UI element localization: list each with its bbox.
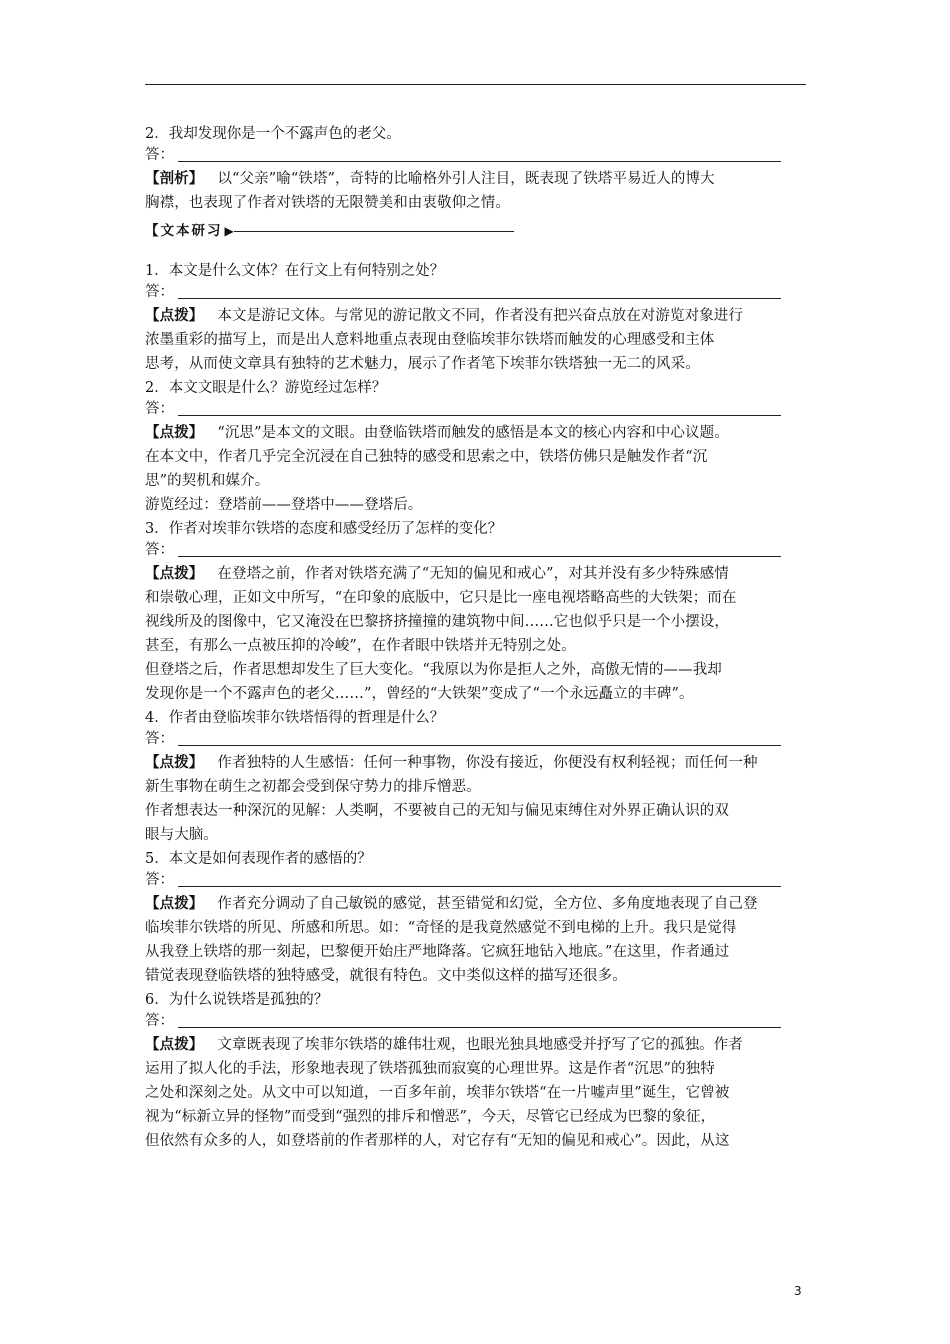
answer-blank-line bbox=[178, 745, 781, 746]
intro-question: 2．我却发现你是一个不露声色的老父。 bbox=[145, 126, 401, 142]
hint-line: 视线所及的图像中，它又淹没在巴黎挤挤撞撞的建筑物中间……它也似乎只是一个小摆设， bbox=[145, 614, 729, 630]
question-text: 2．本文文眼是什么？游览经过怎样？ bbox=[145, 380, 387, 396]
answer-row bbox=[145, 282, 808, 304]
answer-blank-line bbox=[178, 415, 781, 416]
hint-line: 思考，从而使文章具有独特的艺术魅力，展示了作者笔下埃菲尔铁塔独一无二的风采。 bbox=[145, 356, 700, 372]
section-rule bbox=[234, 231, 514, 232]
hint-line: 新生事物在萌生之初都会受到保守势力的排斥憎恶。 bbox=[145, 779, 481, 795]
answer-blank-line bbox=[178, 298, 781, 299]
answer-blank-line bbox=[178, 161, 781, 162]
answer-row bbox=[145, 399, 808, 421]
answer-blank-line bbox=[178, 556, 781, 557]
answer-label: 答： bbox=[145, 147, 174, 163]
hint-tag: 【点拨】 bbox=[145, 565, 204, 582]
analysis-tag: 【剖析】 bbox=[145, 170, 204, 187]
hint-line: 本文是游记文体。与常见的游记散文不同，作者没有把兴奋点放在对游览对象进行 bbox=[217, 308, 744, 324]
hint-line: 浓墨重彩的描写上，而是出人意料地重点表现由登临埃菲尔铁塔而触发的心理感受和主体 bbox=[145, 332, 715, 348]
hint-line: 作者想表达一种深沉的见解：人类啊，不要被自己的无知与偏见束缚住对外界正确认识的双 bbox=[145, 803, 729, 819]
question-block-2 bbox=[145, 376, 808, 517]
hint-line: “沉思”是本文的文眼。由登临铁塔而触发的感悟是本文的核心内容和中心议题。 bbox=[217, 425, 729, 441]
header-rule bbox=[145, 84, 806, 85]
hint-line: 临埃菲尔铁塔的所见、所感和所思。如：“奇怪的是我竟然感觉不到电梯的上升。我只是觉得 bbox=[145, 920, 737, 936]
section-title: 【文本研习 bbox=[145, 223, 223, 239]
answer-row bbox=[145, 870, 808, 892]
hint-paragraph bbox=[145, 751, 808, 847]
hint-line: 视为“标新立异的怪物”而受到“强烈的排斥和憎恶”，今天，尽管它已经成为巴黎的象征， bbox=[145, 1109, 716, 1125]
hint-paragraph bbox=[145, 1033, 808, 1153]
hint-line: 和崇敬心理，正如文中所写，“在印象的底版中，它只是比一座电视塔略高些的大铁架；而在 bbox=[145, 590, 737, 606]
hint-line: 之处和深刻之处。从文中可以知道，一百多年前，埃菲尔铁塔“在一片嘘声里”诞生，它曾被 bbox=[145, 1085, 730, 1101]
hint-tag: 【点拨】 bbox=[145, 895, 204, 912]
question-block-4 bbox=[145, 706, 808, 847]
question-text: 1．本文是什么文体？在行文上有何特别之处？ bbox=[145, 263, 445, 279]
hint-tag: 【点拨】 bbox=[145, 307, 204, 324]
question-text: 4．作者由登临埃菲尔铁塔悟得的哲理是什么？ bbox=[145, 710, 445, 726]
intro-answer-row bbox=[145, 145, 808, 167]
question-block-1 bbox=[145, 259, 808, 376]
hint-line: 作者充分调动了自己敏锐的感觉，甚至错觉和幻觉，全方位、多角度地表现了自己登 bbox=[217, 896, 758, 912]
answer-label: 答： bbox=[145, 284, 174, 300]
section-header bbox=[145, 219, 808, 243]
hint-line: 思”的契机和媒介。 bbox=[145, 473, 270, 489]
answer-label: 答： bbox=[145, 1013, 174, 1029]
hint-paragraph bbox=[145, 304, 808, 376]
hint-tag: 【点拨】 bbox=[145, 424, 204, 441]
hint-line: 但依然有众多的人，如登塔前的作者那样的人，对它存有“无知的偏见和戒心”。因此，从这 bbox=[145, 1133, 730, 1149]
hint-line: 发现你是一个不露声色的老父……”，曾经的“大铁架”变成了“一个永远矗立的丰碑”。 bbox=[145, 686, 694, 702]
answer-blank-line bbox=[178, 886, 781, 887]
triangle-arrow-icon: ▶ bbox=[224, 224, 234, 238]
hint-line: 甚至，有那么一点被压抑的冷峻”，在作者眼中铁塔并无特别之处。 bbox=[145, 638, 576, 654]
answer-row bbox=[145, 729, 808, 751]
hint-line: 在登塔之前，作者对铁塔充满了“无知的偏见和戒心”，对其并没有多少特殊感情 bbox=[217, 566, 729, 582]
answer-row bbox=[145, 540, 808, 562]
hint-line: 从我登上铁塔的那一刻起，巴黎便开始庄严地降落。它疯狂地钻入地底。”在这里，作者通过 bbox=[145, 944, 730, 960]
answer-label: 答： bbox=[145, 401, 174, 417]
hint-paragraph bbox=[145, 562, 808, 706]
hint-paragraph bbox=[145, 421, 808, 517]
question-block-3 bbox=[145, 517, 808, 706]
hint-tag: 【点拨】 bbox=[145, 1036, 204, 1053]
hint-line: 运用了拟人化的手法，形象地表现了铁塔孤独而寂寞的心理世界。这是作者“沉思”的独特 bbox=[145, 1061, 715, 1077]
hint-tag: 【点拨】 bbox=[145, 754, 204, 771]
answer-label: 答： bbox=[145, 731, 174, 747]
answer-row bbox=[145, 1011, 808, 1033]
hint-line: 眼与大脑。 bbox=[145, 827, 218, 843]
analysis-line: 以“父亲”喻“铁塔”，奇特的比喻格外引人注目，既表现了铁塔平易近人的博大 bbox=[217, 171, 715, 187]
analysis-line: 胸襟，也表现了作者对铁塔的无限赞美和由衷敬仰之情。 bbox=[145, 195, 510, 211]
hint-paragraph bbox=[145, 892, 808, 988]
hint-line: 游览经过：登塔前——登塔中——登塔后。 bbox=[145, 497, 423, 513]
question-block-6 bbox=[145, 988, 808, 1153]
question-text: 3．作者对埃菲尔铁塔的态度和感受经历了怎样的变化？ bbox=[145, 521, 503, 537]
question-text: 5．本文是如何表现作者的感悟的？ bbox=[145, 851, 372, 867]
answer-label: 答： bbox=[145, 542, 174, 558]
intro-analysis bbox=[145, 167, 808, 215]
answer-blank-line bbox=[178, 1027, 781, 1028]
answer-label: 答： bbox=[145, 872, 174, 888]
question-text: 6．为什么说铁塔是孤独的？ bbox=[145, 992, 329, 1008]
hint-line: 但登塔之后，作者思想却发生了巨大变化。“我原以为你是拒人之外，高傲无情的——我却 bbox=[145, 662, 722, 678]
page-number: 3 bbox=[794, 1284, 802, 1298]
question-block-5 bbox=[145, 847, 808, 988]
page-content bbox=[145, 122, 808, 1153]
hint-line: 作者独特的人生感悟：任何一种事物，你没有接近，你便没有权利轻视；而任何一种 bbox=[217, 755, 758, 771]
hint-line: 错觉表现登临铁塔的独特感受，就很有特色。文中类似这样的描写还很多。 bbox=[145, 968, 627, 984]
hint-line: 文章既表现了埃菲尔铁塔的雄伟壮观，也眼光独具地感受并抒写了它的孤独。作者 bbox=[217, 1037, 744, 1053]
hint-line: 在本文中，作者几乎完全沉浸在自己独特的感受和思索之中，铁塔仿佛只是触发作者“沉 bbox=[145, 449, 708, 465]
